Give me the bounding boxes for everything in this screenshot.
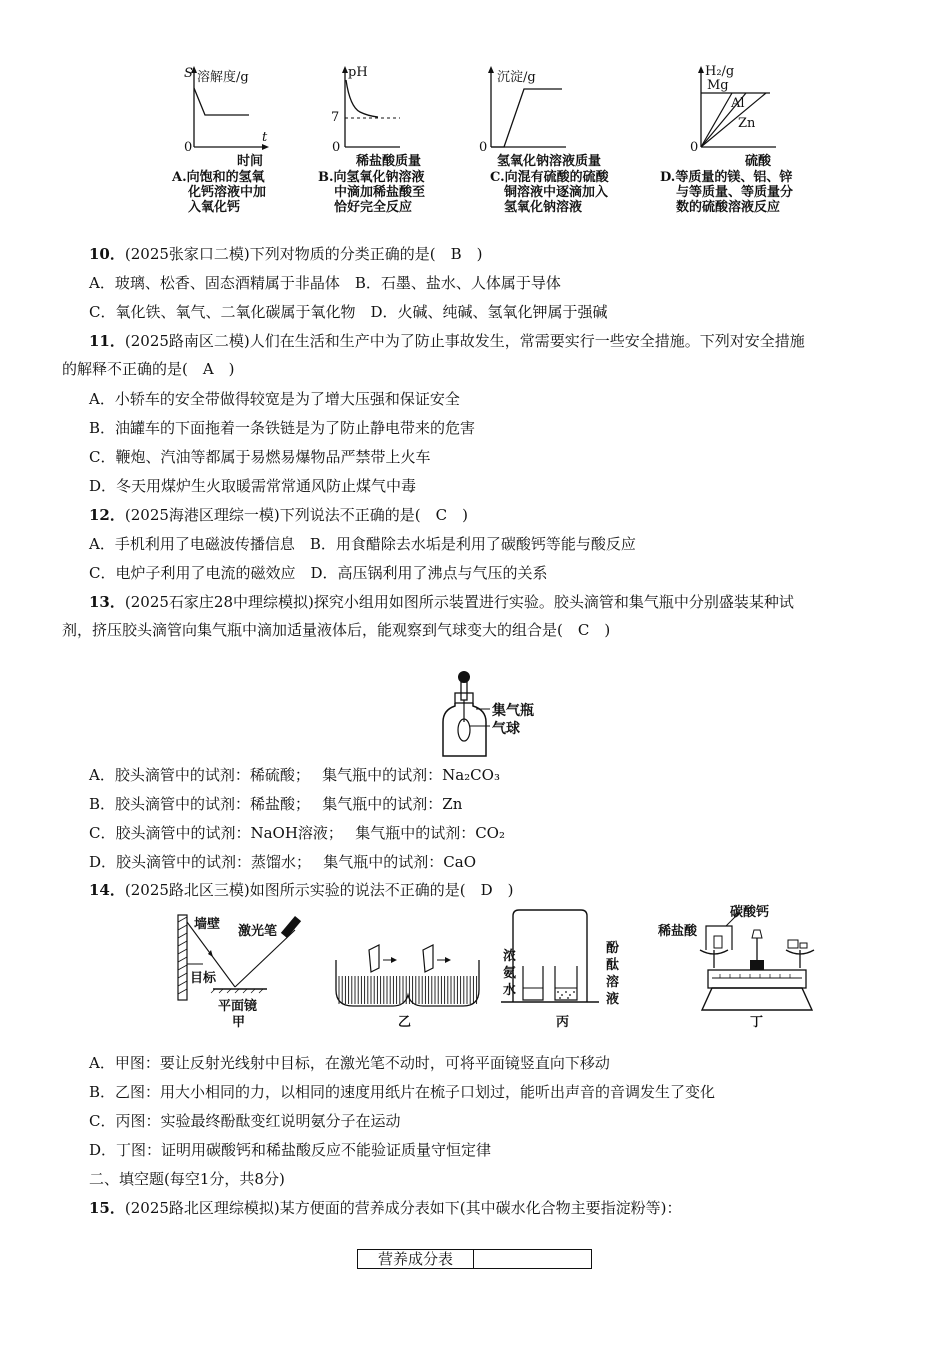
graph-c-origin: 0	[479, 140, 488, 155]
jia-wall-label: 墙壁	[194, 917, 221, 932]
graph-d-origin: 0	[690, 140, 699, 155]
jia-mirror-label: 平面镜	[218, 999, 258, 1014]
q11-option: B．油罐车的下面拖着一条铁链是为了防止静电带来的危害	[89, 419, 476, 437]
q11-option: A．小轿车的安全带做得较宽是为了增大压强和保证安全	[89, 390, 460, 408]
q11-option: C．鞭炮、汽油等都属于易燃易爆物品严禁带上火车	[89, 448, 431, 466]
q11-stem-cont: 的解释不正确的是( A )	[62, 360, 235, 378]
q10-stem: 10．(2025张家口二模)下列对物质的分类正确的是( B )	[89, 245, 483, 263]
q14-option: D．丁图：证明用碳酸钙和稀盐酸反应不能验证质量守恒定律	[89, 1141, 492, 1159]
gas-bottle-label: 集气瓶	[492, 703, 534, 719]
ding-hcl-label: 稀盐酸	[658, 924, 698, 939]
caption-d: D.等质量的镁、铝、锌 与等质量、等质量分 数的硫酸溶液反应	[660, 170, 794, 215]
q14-option: B．乙图：用大小相同的力，以相同的速度用纸片在梳子口划过，能听出声音的音调发生了变化	[89, 1083, 716, 1101]
graph-b-xlabel: 稀盐酸质量	[356, 154, 422, 169]
nutrition-table-header: 营养成分表	[358, 1250, 474, 1268]
caption-c: C.向混有硫酸的硫酸 铜溶液中逐滴加入 氢氧化钠溶液	[490, 170, 609, 215]
caption-a: A.向饱和的氢氧 化钙溶液中加 入氧化钙	[172, 170, 267, 215]
graph-b-tick: 7	[331, 110, 340, 125]
ding-caco3-label: 碳酸钙	[730, 905, 770, 920]
jia-target-label: 目标	[190, 971, 217, 986]
q13-option: A．胶头滴管中的试剂：稀硫酸； 集气瓶中的试剂：Na₂CO₃	[89, 766, 500, 784]
caption-b: B.向氢氧化钠溶液 中滴加稀盐酸至 恰好完全反应	[318, 170, 426, 215]
q15-stem: 15．(2025路北区理综模拟)某方便面的营养成分表如下(其中碳水化合物主要指淀粉等)：	[89, 1199, 682, 1217]
graph-a-xsym: t	[262, 130, 268, 145]
ding-caption: 丁	[750, 1015, 764, 1030]
jia-laser-label: 激光笔	[238, 924, 278, 939]
graph-b-ylabel: pH	[348, 65, 368, 80]
graph-a-origin: 0	[184, 140, 193, 155]
graph-c-xlabel: 氢氧化钠溶液质量	[497, 154, 602, 169]
graph-d-al: Al	[731, 96, 745, 111]
q13-option: C．胶头滴管中的试剂：NaOH溶液； 集气瓶中的试剂：CO₂	[89, 824, 505, 842]
graph-a-ysym: S	[184, 66, 193, 81]
graph-b-origin: 0	[332, 140, 341, 155]
graph-d-ylabel: H₂/g	[705, 64, 735, 79]
bing-caption: 丙	[556, 1015, 570, 1030]
yi-caption: 乙	[398, 1015, 412, 1030]
q14-stem: 14．(2025路北区三模)如图所示实验的说法不正确的是( D )	[89, 881, 514, 899]
q12-option-row: C．电炉子利用了电流的磁效应 D．高压锅利用了沸点与气压的关系	[89, 564, 548, 582]
graph-a-xlabel: 时间	[237, 154, 264, 169]
fig-ding-balance	[692, 908, 822, 1018]
q14-option: A．甲图：要让反射光线射中目标，在激光笔不动时，可将平面镜竖直向下移动	[89, 1054, 610, 1072]
jia-caption: 甲	[232, 1015, 246, 1030]
graph-d-zn: Zn	[738, 116, 756, 131]
gas-bottle-figure	[440, 668, 500, 763]
q13-option: B．胶头滴管中的试剂：稀盐酸； 集气瓶中的试剂：Zn	[89, 795, 463, 813]
q13-stem: 13．(2025石家庄28中理综模拟)探究小组用如图所示装置进行实验。胶头滴管和集气瓶中分别盛装某种试	[89, 593, 794, 611]
q13-stem-cont: 剂，挤压胶头滴管向集气瓶中滴加适量液体后，能观察到气球变大的组合是( C )	[62, 621, 611, 639]
graph-a-ylabel: 溶解度/g	[197, 70, 249, 85]
bing-ammonia-label: 浓 氨 水	[503, 949, 517, 998]
balloon-label: 气球	[492, 721, 520, 737]
q10-option-row: A．玻璃、松香、固态酒精属于非晶体 B．石墨、盐水、人体属于导体	[89, 274, 561, 292]
q12-stem: 12．(2025海港区理综一模)下列说法不正确的是( C )	[89, 506, 468, 524]
q11-stem: 11．(2025路南区二模)人们在生活和生产中为了防止事故发生，常需要实行一些安全措施。下列对安全措施	[89, 332, 805, 350]
fig-yi-comb	[333, 940, 483, 1010]
nutrition-table	[357, 1249, 592, 1269]
graph-d-xlabel: 硫酸	[745, 154, 772, 169]
bing-phenolphthalein-label: 酚 酞 溶 液	[606, 941, 620, 1007]
q12-option-row: A．手机利用了电磁波传播信息 B．用食醋除去水垢是利用了碳酸钙等能与酸反应	[89, 535, 636, 553]
graph-c-ylabel: 沉淀/g	[497, 70, 536, 85]
section-heading: 二、填空题(每空1分，共8分)	[89, 1170, 285, 1188]
q14-option: C．丙图：实验最终酚酞变红说明氨分子在运动	[89, 1112, 401, 1130]
q13-option: D．胶头滴管中的试剂：蒸馏水； 集气瓶中的试剂：CaO	[89, 853, 477, 871]
graph-d-mg: Mg	[707, 78, 729, 93]
q11-option: D．冬天用煤炉生火取暖需常常通风防止煤气中毒	[89, 477, 417, 495]
q10-option-row: C．氧化铁、氧气、二氧化碳属于氧化物 D．火碱、纯碱、氢氧化钾属于强碱	[89, 303, 608, 321]
